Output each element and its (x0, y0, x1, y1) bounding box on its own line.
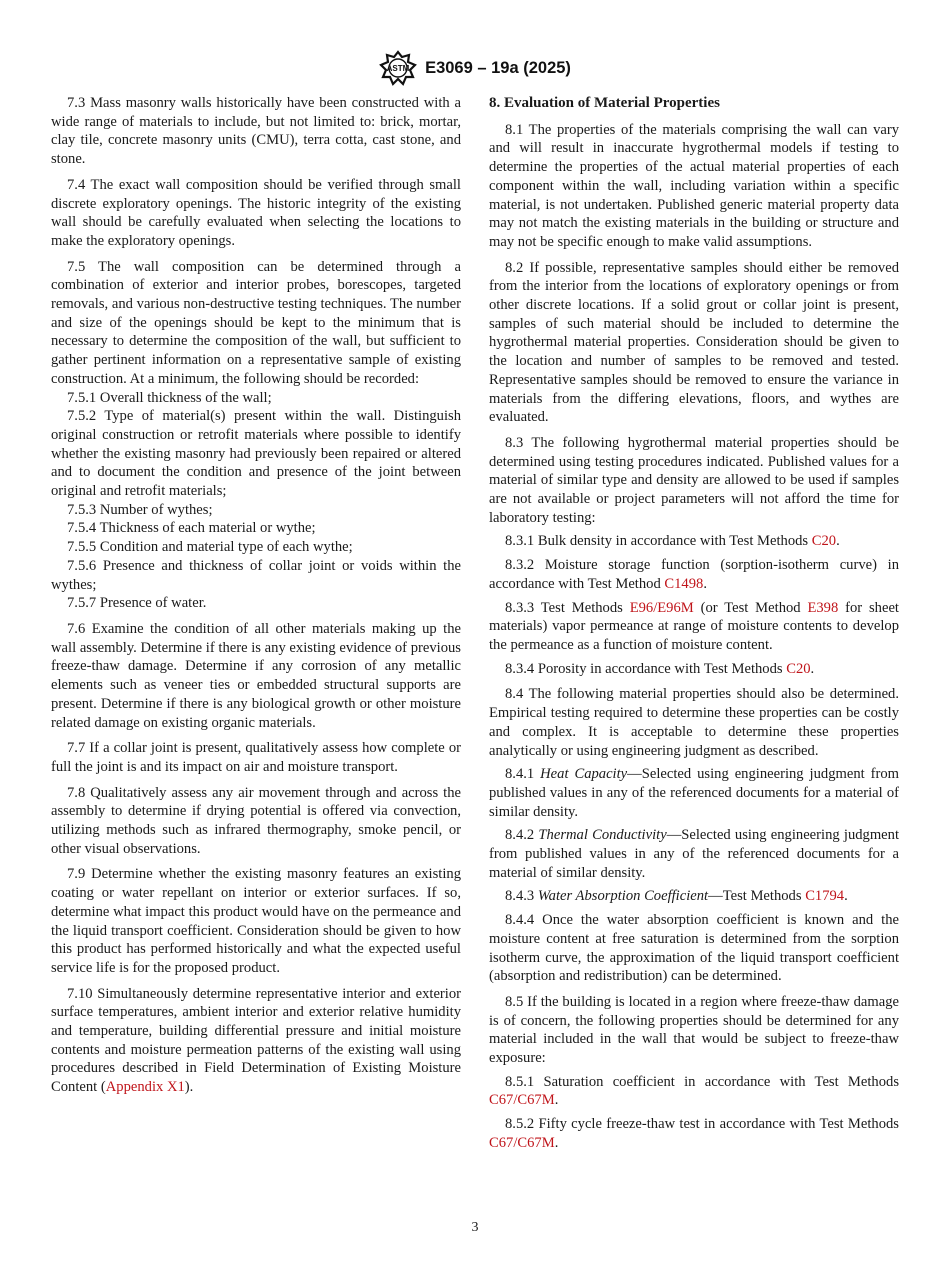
para-8-5-2-end: . (554, 1134, 559, 1151)
para-8-5: 8.5 If the building is located in a region where freeze-thaw damage is of concern, the following properties should be determined for any material included in the wall that would be subject to freeze-thaw exposure: (489, 993, 899, 1067)
para-8-3-4-text: 8.3.4 Porosity in accordance with Test Methods (505, 660, 787, 677)
para-8-4-4: 8.4.4 Once the water absorption coefficient is known and the moisture content at free saturation is determined from the sorption isotherm curve, the approximation of the liquid transport coefficient (absorption and redistribution) can be determined. (489, 912, 899, 985)
left-column (51, 94, 461, 1097)
para-8-3-3-end: for sheet materials) vapor permeance at range of moisture contents to develop the permeance as a function of moisture content. (489, 599, 899, 653)
para-8-4-2-num: 8.4.2 (505, 827, 539, 844)
para-7-8: 7.8 Qualitatively assess any air movement through and across the assembly to determine if drying potential is offered via convection, utilizing methods such as infrared thermography, smoke pencil, or other visual observations. (51, 784, 461, 857)
para-7-5-4: 7.5.4 Thickness of each material or wythe; (67, 520, 316, 537)
para-8-3-3-text: 8.3.3 Test Methods (505, 599, 630, 616)
para-8-4-2-body: —Selected using engineering judgment from published values in any of the referenced documents for a material of similar density. (489, 827, 900, 881)
para-7-4: 7.4 The exact wall composition should be verified through small discrete exploratory openings. The historic integrity of the existing wall should be carefully evaluated when selecting the locations to make the exploratory openings. (51, 176, 461, 249)
para-7-9: 7.9 Determine whether the existing masonry features an existing coating or water repellant on interior or exterior surfaces. If so, determine what impact this product would have on the permeance and the liquid transport coefficient. Consideration should be given to how this product has performed historically and what the expected useful service life is for the proposed product. (51, 866, 461, 976)
para-8-4-3-num: 8.4.3 (505, 888, 538, 905)
link-c1498[interactable]: C1498 (664, 575, 704, 592)
para-8-4-1-body: —Selected using engineering judgment from published values in any of the referenced documents for a material of similar density. (489, 766, 899, 820)
page-header (0, 50, 950, 86)
logo-text: ASTM (386, 64, 410, 73)
para-8-4: 8.4 The following material properties should also be determined. Empirical testing required to determine these properties can be costly and complex. It is acceptable to determine these properties analytically or using engineering judgment as described. (489, 686, 899, 759)
para-7-5-3: 7.5.3 Number of wythes; (67, 501, 213, 518)
para-7-10-text: 7.10 Simultaneously determine representative interior and exterior surface temperatures, ambient interior and exterior relative humidity and temperature, building differential pressure and initial moisture contents and moisture permeation patterns of the existing wall using procedures described in Field Determination of Existing Moisture Content ( (51, 985, 461, 1096)
term-water-absorption: Water Absorption Coefficient (537, 888, 709, 905)
para-8-3-3 (489, 599, 899, 655)
right-column (489, 94, 899, 1153)
para-8-3-3-mid: (or Test Method (693, 599, 808, 616)
term-thermal-conductivity: Thermal Conductivity (538, 827, 667, 844)
para-7-6: 7.6 Examine the condition of all other materials making up the wall assembly. Determine if there is any existing evidence of previous freeze-thaw damage. Determine if any corrosion of any metallic elements such as veneer ties or embedded structural supports are present. Determine if there is any biological growth or other moisture related damage on existing organic materials. (51, 620, 461, 731)
para-8-2: 8.2 If possible, representative samples should either be removed from the interior from the locations of exploratory openings or from other discrete locations. If a solid grout or collar joint is present, samples of such material should be included to determine the hygrothermal material properties. Consideration should be given to the location and number of samples to be removed and tested. Representative samples should be removed to ensure the variance in materials from the differing elevations, floors, and wythes are evaluated. (489, 259, 899, 426)
para-7-5: 7.5 The wall composition can be determined through a combination of exterior and interior probes, borescopes, targeted removals, and various non-destructive testing techniques. The number and size of the openings should be kept to the minimum that is necessary to determine the composition of the wall, but sufficient to gather pertinent information on a representative sample of existing construction. At a minimum, the following should be recorded: (51, 258, 461, 387)
link-c1794[interactable]: C1794 (805, 888, 845, 905)
para-7-3: 7.3 Mass masonry walls historically have been constructed with a wide range of materials to include, but not limited to: brick, mortar, clay tile, concrete masonry units (CMU), terra cotta, cast stone, and stone. (51, 95, 461, 168)
link-c67-saturation[interactable]: C67/C67M (489, 1092, 555, 1109)
link-c20-porosity[interactable]: C20 (786, 660, 811, 677)
term-heat-capacity: Heat Capacity (540, 766, 628, 783)
page-number: 3 (471, 1220, 479, 1235)
para-8-5-1-text: 8.5.1 Saturation coefficient in accordance with Test Methods (505, 1073, 899, 1090)
header-wrap (379, 50, 571, 86)
para-8-3-2-end: . (703, 575, 707, 592)
para-8-3-4 (489, 660, 899, 679)
link-e96[interactable]: E96/E96M (629, 599, 694, 616)
para-8-5-1-end: . (554, 1092, 559, 1109)
para-8-3-4-end: . (810, 660, 815, 677)
para-7-10-end: ). (184, 1079, 194, 1096)
para-8-3-1-text: 8.3.1 Bulk density in accordance with Test Methods (505, 533, 812, 550)
document-id: E3069 – 19a (2025) (425, 58, 571, 77)
link-appendix-x1[interactable]: Appendix X1 (105, 1079, 185, 1096)
para-8-5-2-text: 8.5.2 Fifty cycle freeze-thaw test in accordance with Test Methods (505, 1116, 899, 1133)
para-8-4-1 (489, 765, 899, 821)
para-8-4-3-end: . (844, 888, 848, 905)
astm-logo-icon (379, 50, 417, 86)
para-8-3-2-text: 8.3.2 Moisture storage function (sorption-isotherm curve) in accordance with Test Method (489, 557, 899, 592)
para-7-5-6: 7.5.6 Presence and thickness of collar joint or voids within the wythes; (51, 557, 461, 593)
para-7-7: 7.7 If a collar joint is present, qualitatively assess how complete or full the joint is and its impact on air and moisture transport. (51, 740, 461, 775)
para-8-3-1-end: . (836, 533, 840, 550)
section-heading-8: 8. Evaluation of Material Properties (489, 95, 720, 111)
para-7-5-2: 7.5.2 Type of material(s) present within the wall. Distinguish original construction or retrofit materials where possible to identify whether the existing masonry had previously been repaired or altered and to document the condition and presence of the joint between original and retrofit materials; (51, 408, 461, 500)
para-8-5-1 (489, 1073, 899, 1110)
link-e398[interactable]: E398 (807, 599, 839, 616)
para-7-5-7: 7.5.7 Presence of water. (67, 595, 207, 612)
para-8-5-2 (489, 1115, 899, 1152)
para-8-4-3 (489, 887, 899, 906)
para-8-3-2 (489, 556, 899, 593)
link-c20[interactable]: C20 (811, 533, 837, 550)
para-8-4-2 (489, 826, 899, 882)
para-8-1: 8.1 The properties of the materials comprising the wall can vary and will result in inaccurate hygrothermal models if testing to determine the properties of the actual material properties of each component within the wall, including variation within a specific material, is not undertaken. Published generic material property data may not match the existing materials in the building or structure and may not be specific enough to make valid assumptions. (489, 121, 899, 250)
link-c67-freeze-thaw[interactable]: C67/C67M (489, 1134, 555, 1151)
para-7-5-1: 7.5.1 Overall thickness of the wall; (67, 389, 272, 406)
para-7-10 (51, 985, 461, 1097)
para-7-5-5: 7.5.5 Condition and material type of each wythe; (67, 539, 353, 556)
para-8-4-3-body: —Test Methods (708, 888, 806, 905)
para-8-3: 8.3 The following hygrothermal material properties should be determined using testing procedures indicated. Published values for a material of similar type and density are allowed to be used if samples are not available or project parameters will not afford the time for laboratory testing: (489, 434, 899, 526)
para-8-3-1 (489, 532, 899, 551)
para-8-4-1-num: 8.4.1 (505, 766, 541, 783)
